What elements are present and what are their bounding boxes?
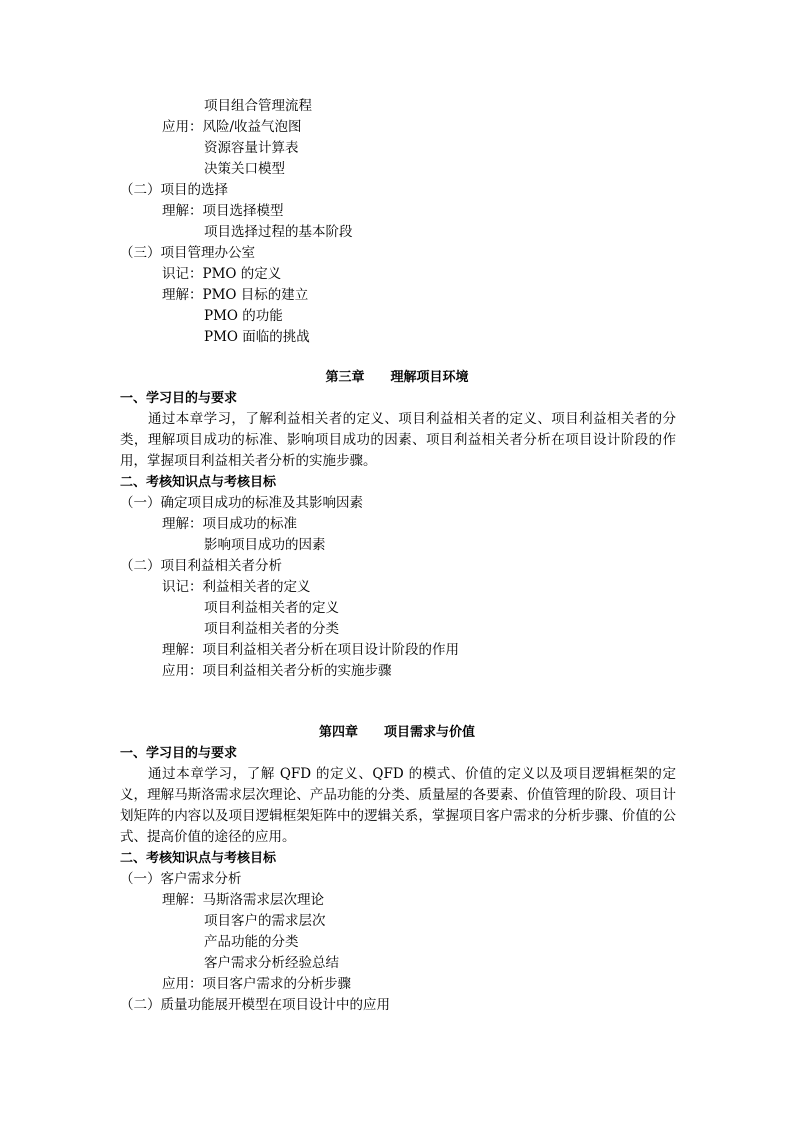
outline-item: 应用：项目利益相关者分析的实施步骤 xyxy=(162,663,392,679)
outline-item: 项目利益相关者的定义 xyxy=(204,600,339,616)
section-heading: （一）确定项目成功的标准及其影响因素 xyxy=(120,495,363,511)
outline-item: 产品功能的分类 xyxy=(204,934,299,950)
section-heading: （二）项目的选择 xyxy=(120,182,228,198)
heading: 二、考核知识点与考核目标 xyxy=(120,851,277,866)
outline-item: 理解：PMO 目标的建立 xyxy=(162,287,309,303)
outline-item: 理解：项目选择模型 xyxy=(162,203,284,219)
outline-item: 决策关口模型 xyxy=(204,161,285,177)
chapter-title: 第三章 理解项目环境 xyxy=(325,370,469,385)
outline-item: 客户需求分析经验总结 xyxy=(204,955,339,971)
heading: 一、学习目的与要求 xyxy=(120,391,238,406)
outline-item: 识记：PMO 的定义 xyxy=(162,266,282,282)
outline-item: 项目组合管理流程 xyxy=(204,98,312,114)
outline-item: 应用：风险/收益气泡图 xyxy=(162,119,302,135)
section-heading: （二）质量功能展开模型在项目设计中的应用 xyxy=(120,997,390,1013)
outline-item: 理解：项目成功的标准 xyxy=(162,516,297,532)
outline-item: 项目选择过程的基本阶段 xyxy=(204,224,353,240)
paragraph: 通过本章学习，了解 QFD 的定义、QFD 的模式、价值的定义以及项目逻辑框架的定义，理解马斯洛需求层次理论、产品功能的分类、质量屋的各要素、价值管理的阶段、项目计划矩阵的内容以及项目逻辑框架矩阵中的逻辑关系，掌握项目客户需求的分析步骤、价值的公式、提高价值的途径的应用。 xyxy=(120,766,676,845)
outline-item: 识记：利益相关者的定义 xyxy=(162,579,311,595)
outline-item: 理解：马斯洛需求层次理论 xyxy=(162,892,324,908)
heading: 二、考核知识点与考核目标 xyxy=(120,475,277,490)
outline-item: 项目客户的需求层次 xyxy=(204,913,326,929)
heading: 一、学习目的与要求 xyxy=(120,746,238,761)
outline-item: 理解：项目利益相关者分析在项目设计阶段的作用 xyxy=(162,642,459,658)
paragraph: 通过本章学习，了解利益相关者的定义、项目利益相关者的定义、项目利益相关者的分类，理解项目成功的标准、影响项目成功的因素、项目利益相关者分析在项目设计阶段的作用，掌握项目利益相关者分析的实施步骤。 xyxy=(120,411,676,469)
section-heading: （一）客户需求分析 xyxy=(120,871,242,887)
outline-item: 项目利益相关者的分类 xyxy=(204,621,339,637)
outline-item: PMO 的功能 xyxy=(204,308,283,324)
chapter-title: 第四章 项目需求与价值 xyxy=(318,725,475,740)
section-heading: （二）项目利益相关者分析 xyxy=(120,558,282,574)
outline-item: 应用：项目客户需求的分析步骤 xyxy=(162,976,351,992)
outline-item: 影响项目成功的因素 xyxy=(204,537,326,553)
outline-item: 资源容量计算表 xyxy=(204,140,299,156)
section-heading: （三）项目管理办公室 xyxy=(120,245,255,261)
outline-item: PMO 面临的挑战 xyxy=(204,329,310,345)
